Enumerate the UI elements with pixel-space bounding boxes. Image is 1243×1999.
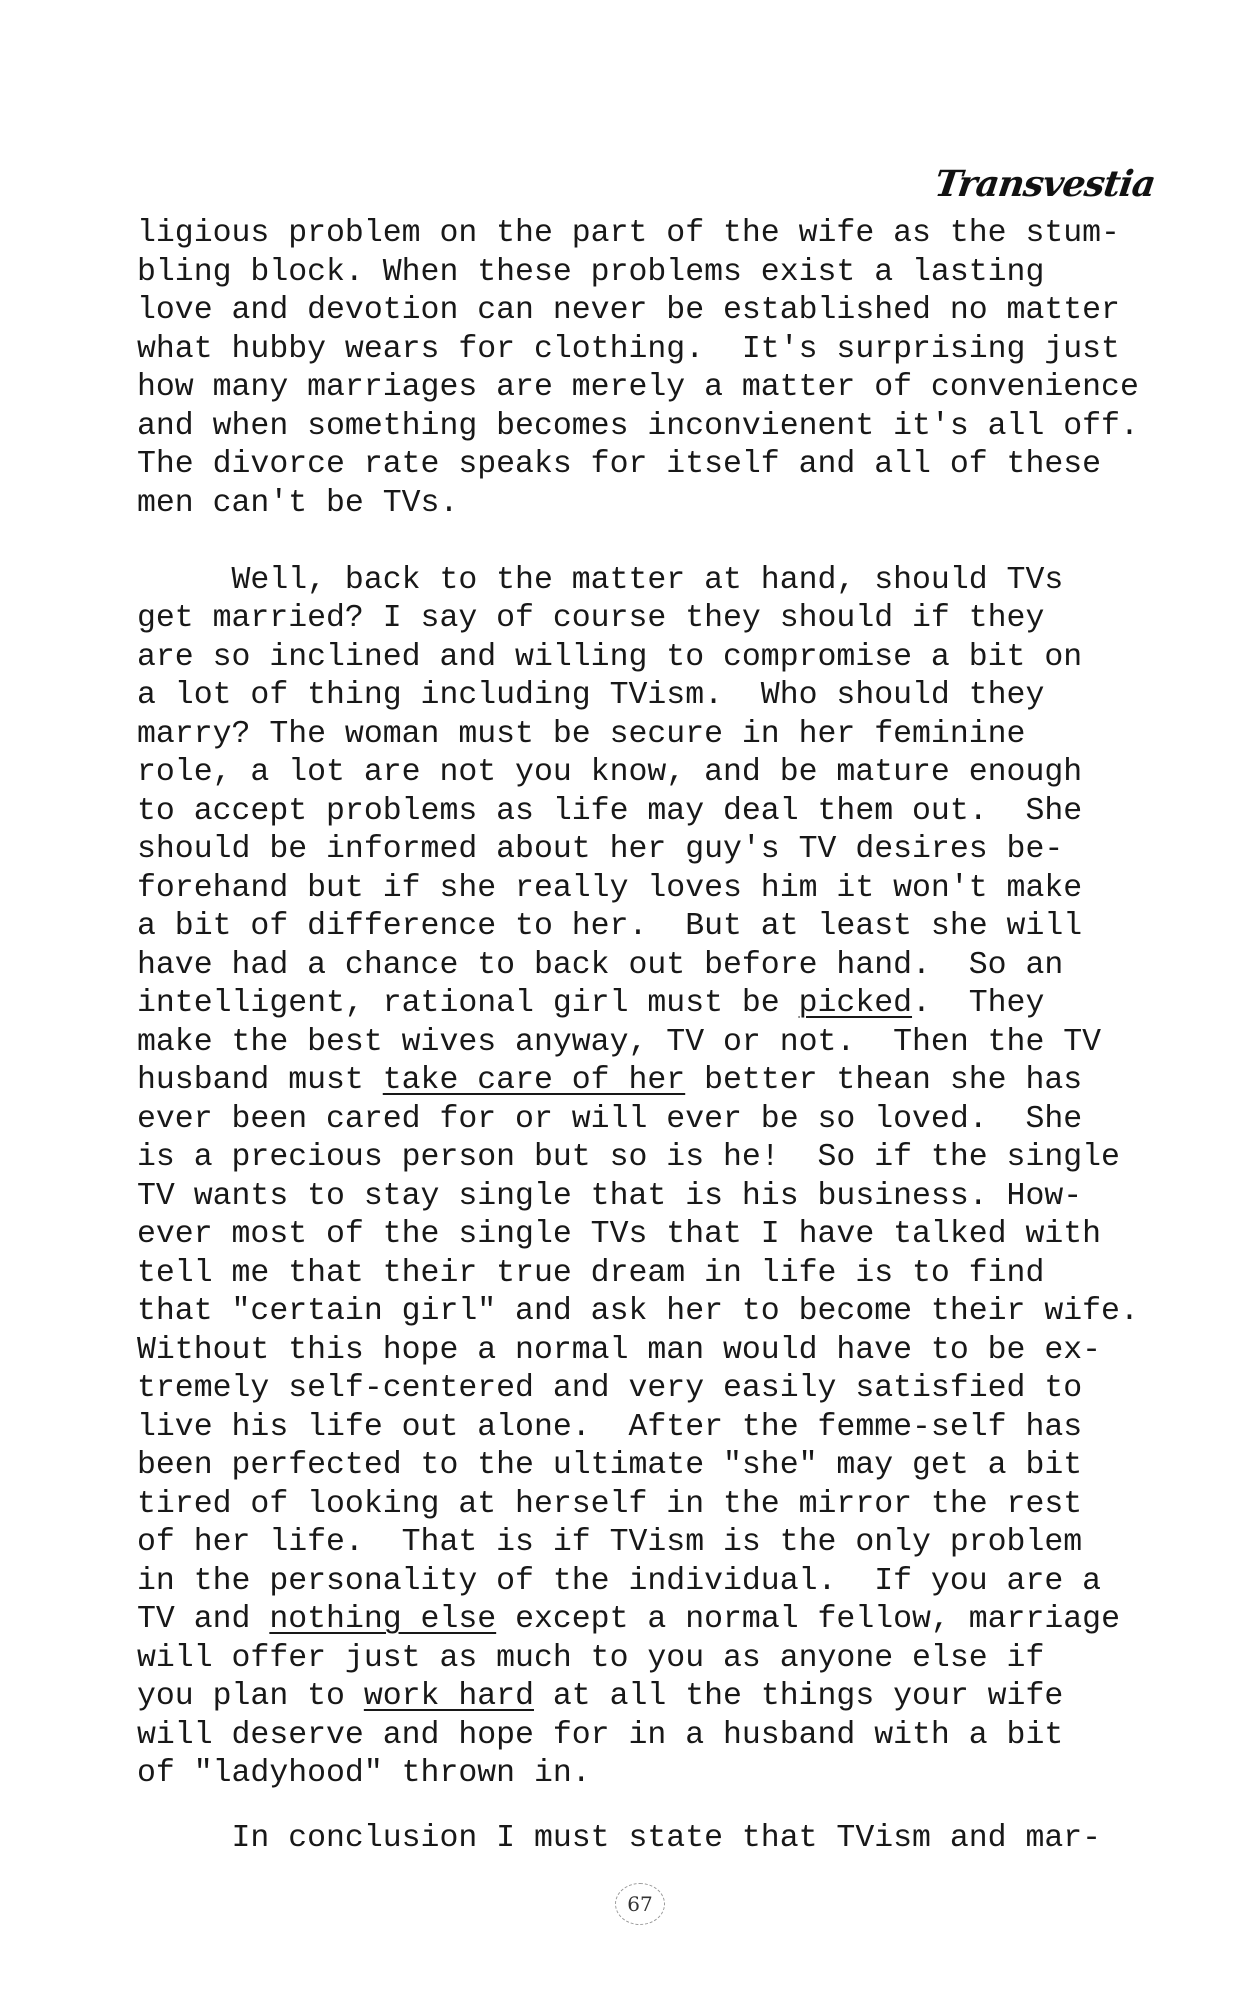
text-line bbox=[137, 369, 1197, 408]
text-line bbox=[137, 1601, 1197, 1640]
text-line bbox=[137, 1255, 1197, 1294]
text-line bbox=[137, 1024, 1197, 1063]
text-line bbox=[137, 1820, 1197, 1859]
text-line bbox=[137, 1409, 1197, 1448]
text-line bbox=[137, 1293, 1197, 1332]
text-line bbox=[137, 215, 1197, 254]
text-segment: The divorce rate speaks for itself and all of these bbox=[137, 447, 1102, 482]
text-segment: marry? The woman must be secure in her feminine bbox=[137, 716, 1026, 752]
text-segment: husband must bbox=[137, 1063, 383, 1098]
text-segment: forehand but if she really loves him it won't make bbox=[137, 870, 1083, 906]
text-segment: role, a lot are not you know, and be mature enough bbox=[137, 755, 1083, 790]
text-segment: you plan to bbox=[137, 1679, 364, 1714]
text-line bbox=[137, 639, 1197, 678]
text-line bbox=[137, 562, 1197, 601]
article-body bbox=[137, 215, 1197, 1858]
text-segment: of "ladyhood" thrown in. bbox=[137, 1756, 591, 1791]
text-segment: ligious problem on the part of the wife as the stum- bbox=[137, 216, 1120, 251]
text-line bbox=[137, 1640, 1197, 1679]
text-line bbox=[137, 793, 1197, 832]
text-line bbox=[137, 1486, 1197, 1525]
text-line bbox=[137, 716, 1197, 755]
text-segment: love and devotion can never be established no matter bbox=[137, 293, 1120, 328]
underlined-text: nothing else bbox=[269, 1602, 497, 1637]
text-line bbox=[137, 985, 1197, 1024]
text-segment: of her life. That is if TVism is the only problem bbox=[137, 1525, 1083, 1560]
text-segment: . They bbox=[912, 986, 1045, 1021]
text-line bbox=[137, 254, 1197, 293]
underlined-text: picked bbox=[798, 986, 913, 1021]
text-segment: been perfected to the ultimate "she" may get a bit bbox=[137, 1448, 1083, 1483]
text-segment: tired of looking at herself in the mirror the rest bbox=[137, 1486, 1083, 1522]
text-line bbox=[137, 1563, 1197, 1602]
text-segment: should be informed about her guy's TV desires be- bbox=[137, 832, 1064, 867]
text-segment: intelligent, rational girl must be bbox=[137, 986, 799, 1021]
text-segment: better thean she has bbox=[685, 1063, 1083, 1098]
text-segment: how many marriages are merely a matter of convenience bbox=[137, 370, 1139, 405]
text-segment: Without this hope a normal man would have to be ex- bbox=[137, 1332, 1102, 1368]
text-line bbox=[137, 1101, 1197, 1140]
text-segment: Well, back to the matter at hand, should TVs bbox=[137, 562, 1064, 598]
text-line bbox=[137, 677, 1197, 716]
text-line bbox=[137, 600, 1197, 639]
text-segment: ever been cared for or will ever be so loved. She bbox=[137, 1101, 1083, 1137]
text-segment: make the best wives anyway, TV or not. Then the TV bbox=[137, 1024, 1102, 1060]
text-segment: have had a chance to back out before hand. So an bbox=[137, 947, 1064, 983]
text-line bbox=[137, 1717, 1197, 1756]
text-line bbox=[137, 1524, 1197, 1563]
text-segment: will offer just as much to you as anyone else if bbox=[137, 1640, 1045, 1676]
text-line bbox=[137, 1678, 1197, 1717]
text-segment: to accept problems as life may deal them out. She bbox=[137, 793, 1083, 829]
text-segment: and when something becomes inconvienent it's all off. bbox=[137, 408, 1139, 444]
text-line bbox=[137, 1332, 1197, 1371]
text-line bbox=[137, 1447, 1197, 1486]
masthead-logo: Transvestia bbox=[932, 163, 1158, 205]
text-line bbox=[137, 408, 1197, 447]
text-line bbox=[137, 908, 1197, 947]
text-line bbox=[137, 1216, 1197, 1255]
text-line bbox=[137, 831, 1197, 870]
paragraph bbox=[137, 215, 1197, 523]
text-segment: bling block. When these problems exist a lasting bbox=[137, 254, 1045, 290]
text-line bbox=[137, 485, 1197, 524]
text-segment: get married? I say of course they should if they bbox=[137, 601, 1045, 636]
underlined-text: take care of her bbox=[382, 1063, 686, 1098]
text-segment: tremely self-centered and very easily satisfied to bbox=[137, 1371, 1083, 1406]
page-number: 67 bbox=[615, 1883, 665, 1925]
text-segment: is a precious person but so is he! So if the single bbox=[137, 1140, 1120, 1175]
paragraph-gap bbox=[137, 523, 1197, 562]
text-segment: TV wants to stay single that is his business. How- bbox=[137, 1178, 1083, 1214]
text-segment: ever most of the single TVs that I have talked with bbox=[137, 1217, 1102, 1252]
text-line bbox=[137, 1139, 1197, 1178]
text-line bbox=[137, 331, 1197, 370]
text-segment: that "certain girl" and ask her to become their wife. bbox=[137, 1294, 1139, 1329]
text-line bbox=[137, 1370, 1197, 1409]
text-segment: at all the things your wife bbox=[533, 1679, 1064, 1714]
underlined-text: work hard bbox=[363, 1679, 534, 1714]
text-segment: in the personality of the individual. If you are a bbox=[137, 1563, 1102, 1599]
text-segment: except a normal fellow, marriage bbox=[496, 1602, 1120, 1637]
text-segment: live his life out alone. After the femme-self has bbox=[137, 1409, 1083, 1445]
text-line bbox=[137, 1755, 1197, 1794]
paragraph-gap bbox=[137, 1794, 1197, 1820]
paragraph bbox=[137, 562, 1197, 1794]
paragraph bbox=[137, 1820, 1197, 1859]
text-line bbox=[137, 754, 1197, 793]
text-line bbox=[137, 947, 1197, 986]
text-segment: are so inclined and willing to compromise a bit on bbox=[137, 639, 1083, 675]
text-segment: a lot of thing including TVism. Who should they bbox=[137, 678, 1045, 713]
text-segment: TV and bbox=[137, 1602, 270, 1637]
text-line bbox=[137, 1062, 1197, 1101]
text-segment: what hubby wears for clothing. It's surprising just bbox=[137, 331, 1120, 367]
text-segment: tell me that their true dream in life is to find bbox=[137, 1255, 1045, 1291]
text-line bbox=[137, 446, 1197, 485]
text-line bbox=[137, 1178, 1197, 1217]
text-segment: a bit of difference to her. But at least she will bbox=[137, 909, 1083, 944]
text-segment: men can't be TVs. bbox=[137, 485, 459, 521]
text-segment: will deserve and hope for in a husband with a bit bbox=[137, 1717, 1064, 1753]
text-line bbox=[137, 870, 1197, 909]
text-segment: In conclusion I must state that TVism and mar- bbox=[137, 1820, 1102, 1856]
text-line bbox=[137, 292, 1197, 331]
